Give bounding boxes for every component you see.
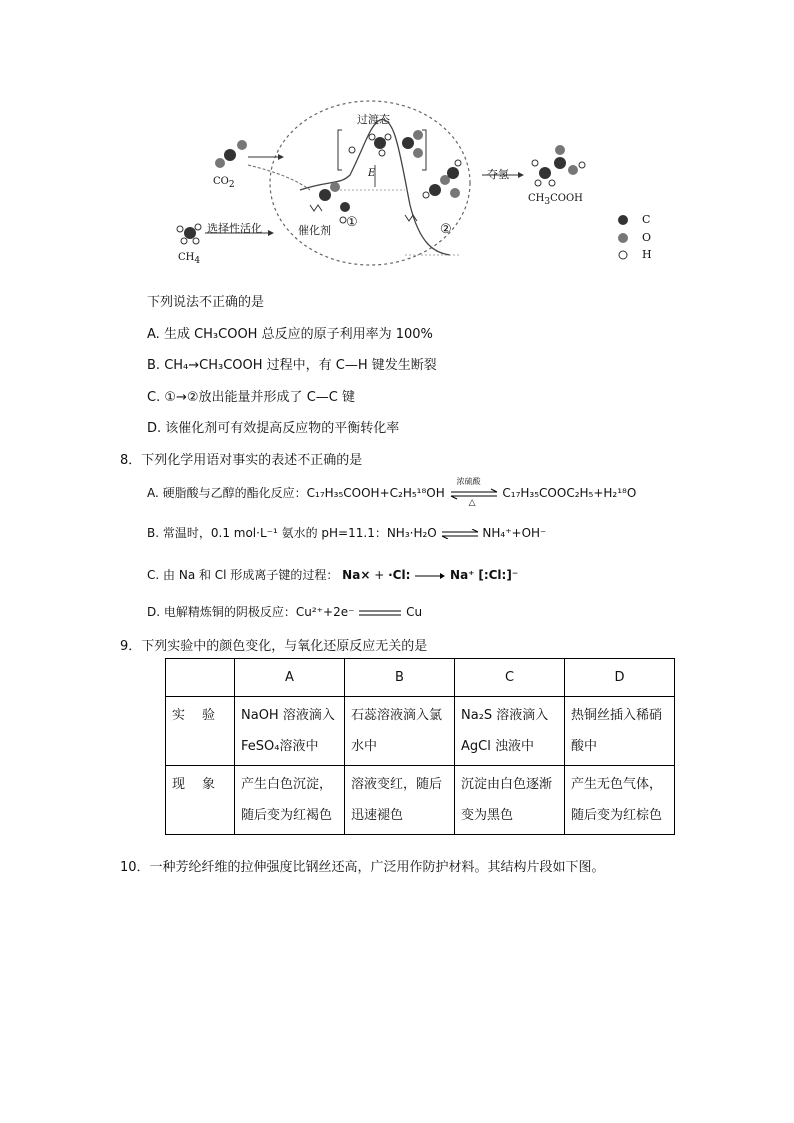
ch4-molecule <box>177 224 201 244</box>
ch4-label: $CH_4$ <box>178 252 201 266</box>
reaction-mechanism-diagram <box>160 95 680 275</box>
co2-label: $CO_2$ <box>213 176 235 190</box>
legend-o-label: O <box>642 231 652 244</box>
q8-option-c: C. 由 Na 和 Cl 形成离子键的过程： Na× + ·Cl: Na⁺ [:Cl:]⁻ <box>147 568 519 582</box>
acetic-acid-molecule <box>532 145 585 186</box>
q10-stem: 10．一种芳纶纤维的拉伸强度比钢丝还高，广泛用作防护材料。其结构片段如下图。 <box>120 860 605 875</box>
table-header-cell <box>166 659 235 697</box>
table-row <box>166 766 675 835</box>
table-cell: 产生白色沉淀，随后变为红褐色 <box>235 766 345 835</box>
q7-stem: 下列说法不正确的是 <box>147 295 265 310</box>
step2-label: ② <box>440 222 452 237</box>
equilibrium-arrow <box>441 529 479 539</box>
q8-stem: 8．下列化学用语对事实的表述不正确的是 <box>120 453 363 468</box>
table-header-cell: D <box>565 659 675 697</box>
legend-o-dot <box>618 233 628 243</box>
dehydro-label: 夺氢 <box>487 168 509 181</box>
table-cell: 石蕊溶液滴入氯水中 <box>345 697 455 766</box>
q7-option-a: A. 生成 CH₃COOH 总反应的原子利用率为 100% <box>147 327 433 342</box>
legend-c-label: C <box>642 213 651 226</box>
table-cell: 热铜丝插入稀硝酸中 <box>565 697 675 766</box>
table-cell: Na₂S 溶液滴入 AgCl 浊液中 <box>455 697 565 766</box>
table-row <box>166 697 675 766</box>
table-header-cell: C <box>455 659 565 697</box>
q8-option-b: B. 常温时，0.1 mol·L⁻¹ 氨水的 pH=11.1：NH₃·H₂O NH₄⁺+OH⁻ <box>147 526 547 540</box>
transition-label: 过渡态 <box>357 113 390 126</box>
table-cell: 溶液变红，随后迅速褪色 <box>345 766 455 835</box>
table-cell: NaOH 溶液滴入 FeSO₄溶液中 <box>235 697 345 766</box>
reversible-arrow: 浓硫酸 △ <box>449 487 499 501</box>
experiment-table <box>165 658 675 835</box>
legend-c-dot <box>618 215 628 225</box>
table-header-cell: A <box>235 659 345 697</box>
legend-h-dot <box>619 251 627 259</box>
table-cell: 沉淀由白色逐渐变为黑色 <box>455 766 565 835</box>
product-label: $CH_3COOH$ <box>528 193 583 207</box>
q7-option-c: C. ①→②放出能量并形成了 C—C 键 <box>147 390 355 405</box>
select-activation-label: 选择性活化 <box>207 222 262 235</box>
transition-bracket-left <box>338 130 342 170</box>
table-header-row <box>166 659 675 697</box>
q7-option-d: D. 该催化剂可有效提高反应物的平衡转化率 <box>147 421 400 436</box>
catalyst-label: 催化剂 <box>298 224 331 237</box>
step1-label: ① <box>346 215 358 230</box>
energy-label: E <box>368 168 376 179</box>
q7-option-b: B. CH₄→CH₃COOH 过程中，有 C—H 键发生断裂 <box>147 358 437 373</box>
reaction-arrow <box>414 572 446 580</box>
row-label-experiment: 实 验 <box>166 697 235 766</box>
co2-molecule <box>215 140 247 168</box>
table-cell: 产生无色气体，随后变为红棕色 <box>565 766 675 835</box>
equals-sign <box>358 609 402 617</box>
legend-h-label: H <box>642 248 652 261</box>
row-label-phenomenon: 现 象 <box>166 766 235 835</box>
table-header-cell: B <box>345 659 455 697</box>
q8-option-d: D. 电解精炼铜的阴极反应：Cu²⁺+2e⁻ Cu <box>147 605 423 619</box>
q8-option-a: A. 硬脂酸与乙醇的酯化反应：C₁₇H₃₅COOH+C₂H₅¹⁸OH 浓硫酸 △ C₁₇H₃₅COOC₂H₅+H₂¹⁸O <box>147 476 637 508</box>
q9-stem: 9．下列实验中的颜色变化，与氧化还原反应无关的是 <box>120 639 428 654</box>
